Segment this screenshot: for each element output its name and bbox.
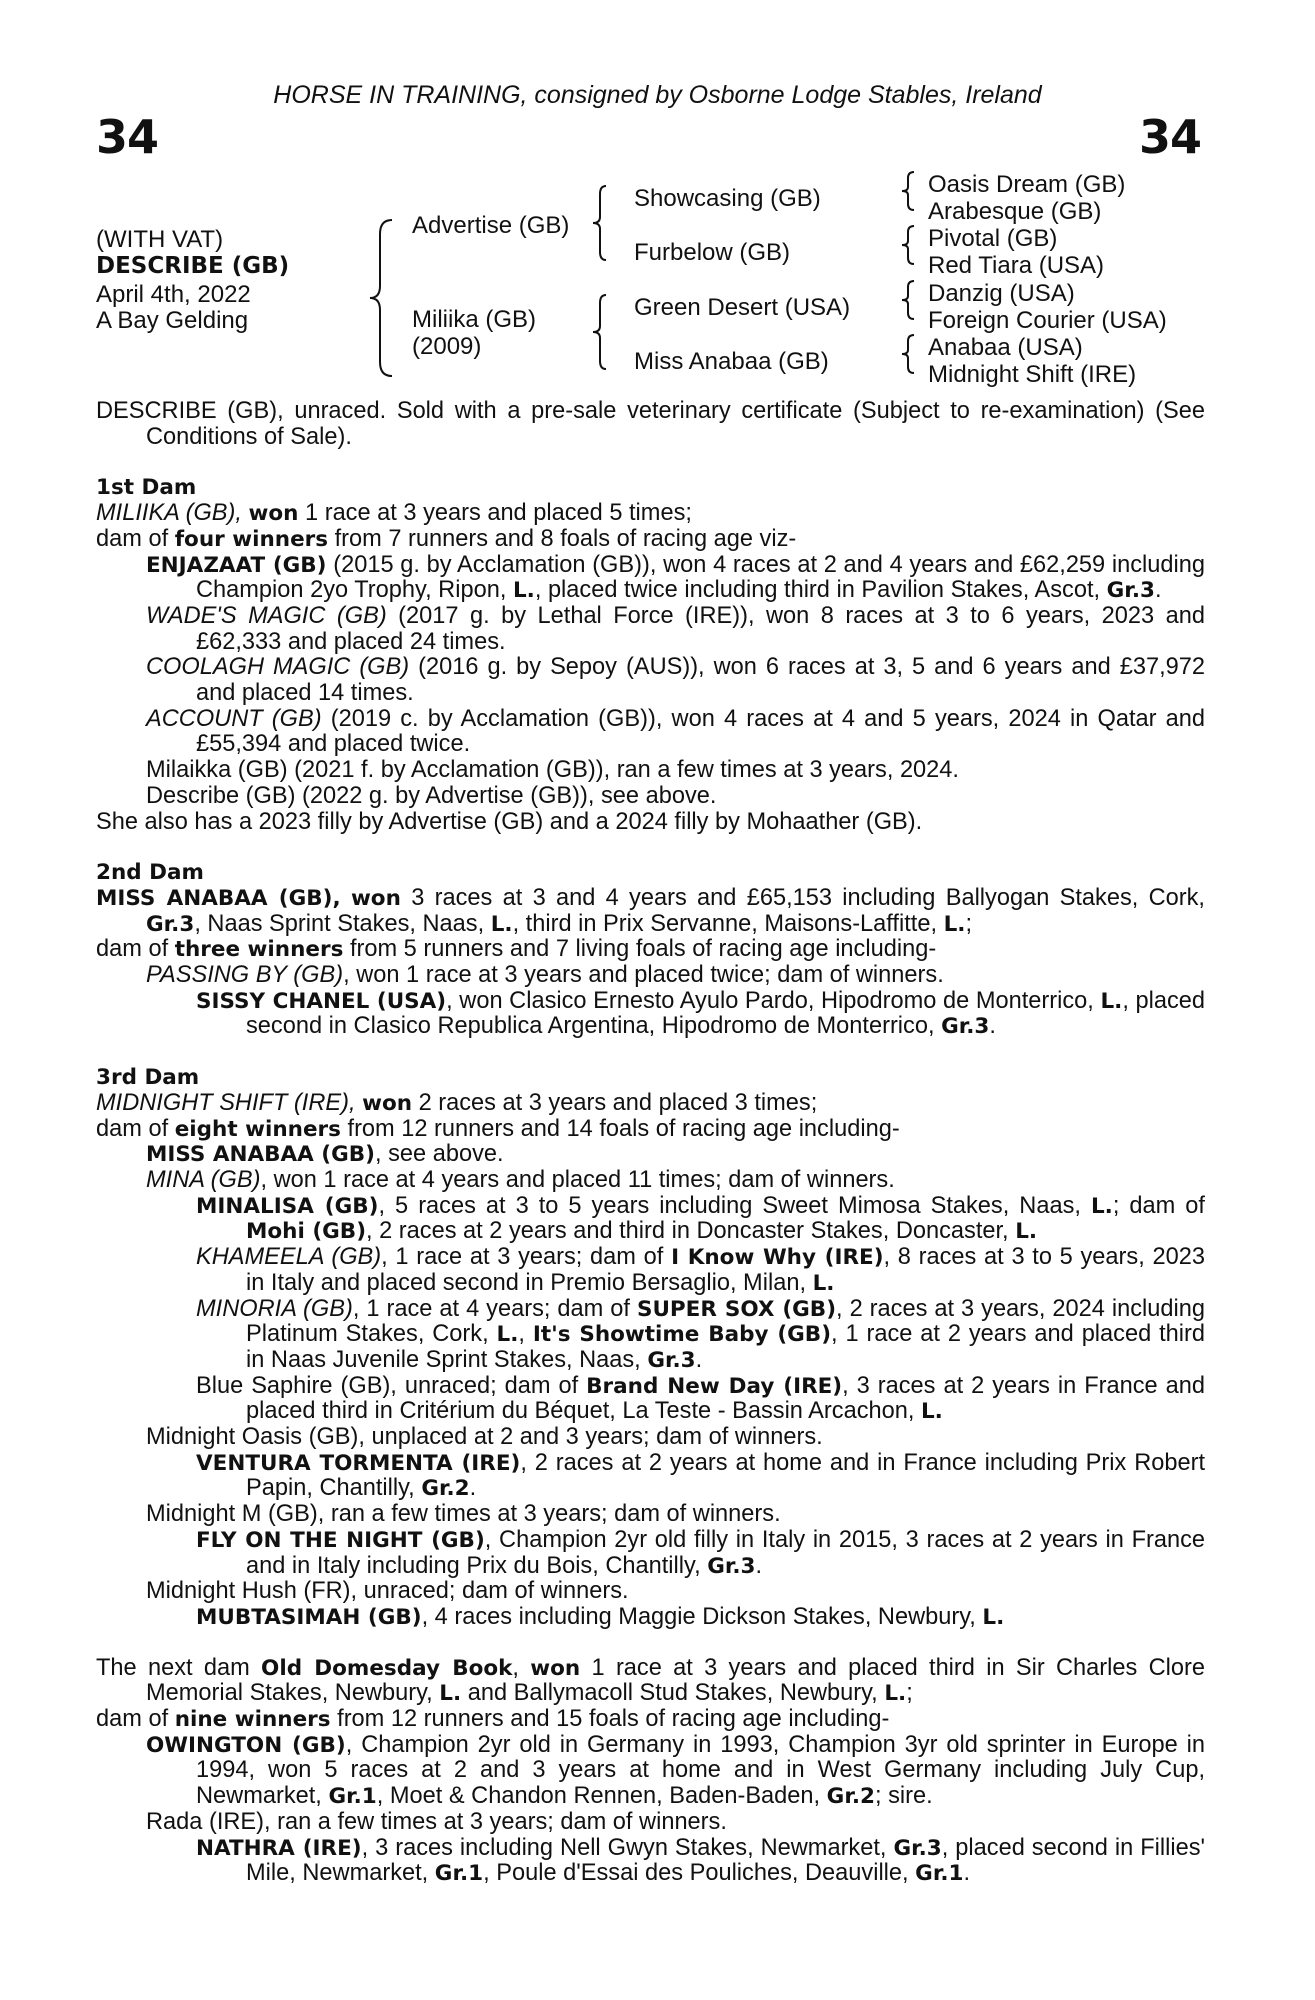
second-dam-heading: 2nd Dam <box>96 860 204 886</box>
ancestor-5: Danzig (USA) <box>928 280 1075 307</box>
lot-number-left: 34 <box>96 110 159 164</box>
intro-text: DESCRIBE (GB), unraced. Sold with a pre-sale veterinary certificate (Subject to re-examination) (See Conditions of Sale). <box>96 398 1205 450</box>
dam-foaled-year: (2009) <box>412 333 482 360</box>
produce-miss-anabaa: MISS ANABAA (GB), see above. <box>146 1141 504 1168</box>
ancestor-3: Pivotal (GB) <box>928 225 1058 252</box>
produce-blue-saphire: Blue Saphire (GB), unraced; dam of Brand New Day (IRE), 3 races at 2 years in France and placed third in Critérium du Béquet, La Teste - Bassin Arcachon, L. <box>196 1372 1205 1425</box>
dam-name: Miliika (GB) <box>412 306 536 333</box>
second-dam-line: MISS ANABAA (GB), won 3 races at 3 and 4 years and £65,153 including Ballyogan Stakes, Cork, Gr.3, Naas Sprint Stakes, Naas, L., third in Prix Servanne, Maisons-Laffitte, L.; <box>96 884 1205 937</box>
fourth-dam-line: The next dam Old Domesday Book, won 1 race at 3 years and placed third in Sir Charles Clore Memorial Stakes, Newbury, L. and Ballymacoll Stud Stakes, Newbury, L.; <box>96 1654 1205 1707</box>
third-dam-heading: 3rd Dam <box>96 1065 200 1091</box>
sire-name: Advertise (GB) <box>412 212 570 239</box>
produce-mina: MINA (GB), won 1 race at 4 years and placed 11 times; dam of winners. <box>146 1166 895 1193</box>
produce-owington: OWINGTON (GB), Champion 2yr old in Germany in 1993, Champion 3yr old sprinter in Europe in 1994, won 5 races at 2 and 3 years at home and in West Germany including July Cup, Newmarket, Gr.1, Moet & Chandon Rennen, Baden-Baden, Gr.2; sire. <box>146 1731 1205 1810</box>
ancestor-1: Oasis Dream (GB) <box>928 171 1126 198</box>
lot-number-right: 34 <box>1138 110 1201 164</box>
produce-describe: Describe (GB) (2022 g. by Advertise (GB)), see above. <box>146 782 717 809</box>
produce-midnight-oasis: Midnight Oasis (GB), unplaced at 2 and 3 years; dam of winners. <box>146 1424 823 1451</box>
third-dam-produce-summary: dam of eight winners from 12 runners and 14 foals of racing age including- <box>96 1115 900 1142</box>
produce-milaikka: Milaikka (GB) (2021 f. by Acclamation (GB)), ran a few times at 3 years, 2024. <box>146 757 959 784</box>
pedigree-brace <box>366 218 396 378</box>
produce-ventura-tormenta: VENTURA TORMENTA (IRE), 2 races at 2 years at home and in France including Prix Robert Papin, Chantilly, Gr.2. <box>196 1449 1206 1502</box>
ancestor-2: Arabesque (GB) <box>928 198 1102 225</box>
ancestor-4: Red Tiara (USA) <box>928 252 1105 279</box>
sire-sire: Showcasing (GB) <box>634 185 821 212</box>
produce-minoria: MINORIA (GB), 1 race at 4 years; dam of SUPER SOX (GB), 2 races at 3 years, 2024 including Platinum Stakes, Cork, L., It's Showtime Baby (GB), 1 race at 2 years and placed third in Naas Juvenile Sprint Stakes, Naas, Gr.3. <box>196 1295 1206 1373</box>
produce-account: ACCOUNT (GB) (2019 c. by Acclamation (GB)), won 4 races at 4 and 5 years, 2024 in Qatar and £55,394 and placed twice. <box>146 705 1205 758</box>
dam-dam: Miss Anabaa (GB) <box>634 348 829 375</box>
sire-dam: Furbelow (GB) <box>634 239 791 266</box>
produce-coolagh-magic: COOLAGH MAGIC (GB) (2016 g. by Sepoy (AUS)), won 6 races at 3, 5 and 6 years and £37,972 and placed 14 times. <box>146 654 1205 707</box>
ancestor-8: Midnight Shift (IRE) <box>928 361 1137 388</box>
produce-wades-magic: WADE'S MAGIC (GB) (2017 g. by Lethal Force (IRE)), won 8 races at 3 to 6 years, 2023 and £62,333 and placed 24 times. <box>146 602 1205 655</box>
catalogue-body <box>96 399 1205 1887</box>
first-dam-line: MILIIKA (GB), won 1 race at 3 years and placed 5 times; <box>96 500 692 527</box>
produce-passing-by: PASSING BY (GB), won 1 race at 3 years and placed twice; dam of winners. <box>146 962 944 989</box>
produce-sissy-chanel: SISSY CHANEL (USA), won Clasico Ernesto Ayulo Pardo, Hipodromo de Monterrico, L., placed second in Clasico Republica Argentina, Hipodromo de Monterrico, Gr.3. <box>196 987 1205 1040</box>
produce-minalisa: MINALISA (GB), 5 races at 3 to 5 years including Sweet Mimosa Stakes, Naas, L.; dam of Mohi (GB), 2 races at 2 years and third in Doncaster Stakes, Doncaster, L. <box>196 1192 1205 1245</box>
brace-g4 <box>898 333 918 375</box>
first-dam-produce-summary: dam of four winners from 7 runners and 8 foals of racing age viz- <box>96 525 797 552</box>
third-dam-line: MIDNIGHT SHIFT (IRE), won 2 races at 3 years and placed 3 times; <box>96 1089 818 1116</box>
produce-fly-on-the-night: FLY ON THE NIGHT (GB), Champion 2yr old filly in Italy in 2015, 3 races at 2 years in France and in Italy including Prix du Bois, Chantilly, Gr.3. <box>196 1526 1206 1579</box>
produce-rada: Rada (IRE), ran a few times at 3 years; dam of winners. <box>146 1808 727 1835</box>
produce-midnight-hush: Midnight Hush (FR), unraced; dam of winners. <box>146 1578 629 1605</box>
catalogue-header: HORSE IN TRAINING, consigned by Osborne Lodge Stables, Ireland <box>273 81 1042 109</box>
produce-midnight-m: Midnight M (GB), ran a few times at 3 years; dam of winners. <box>146 1501 781 1528</box>
brace-g1 <box>898 170 918 212</box>
produce-khameela: KHAMEELA (GB), 1 race at 3 years; dam of I Know Why (IRE), 8 races at 3 to 5 years, 2023 in Italy and placed second in Premio Bersaglio, Milan, L. <box>196 1244 1205 1296</box>
horse-name: DESCRIBE (GB) <box>96 253 290 279</box>
produce-mubtasimah: MUBTASIMAH (GB), 4 races including Maggie Dickson Stakes, Newbury, L. <box>196 1603 1005 1630</box>
brace-g2 <box>898 224 918 266</box>
vat-label: (WITH VAT) <box>96 226 224 253</box>
second-dam-produce-summary: dam of three winners from 5 runners and 7 living foals of racing age including- <box>96 936 937 963</box>
horse-description: A Bay Gelding <box>96 307 249 334</box>
first-dam-foals-note: She also has a 2023 filly by Advertise (GB) and a 2024 filly by Mohaather (GB). <box>96 808 923 835</box>
foaling-date: April 4th, 2022 <box>96 281 251 308</box>
produce-nathra: NATHRA (IRE), 3 races including Nell Gwyn Stakes, Newmarket, Gr.3, placed second in Fillies' Mile, Newmarket, Gr.1, Poule d'Essai des Pouliches, Deauville, Gr.1. <box>196 1834 1205 1887</box>
brace-g3 <box>898 279 918 321</box>
ancestor-7: Anabaa (USA) <box>928 334 1083 361</box>
dam-brace <box>590 293 610 371</box>
dam-sire: Green Desert (USA) <box>634 294 851 321</box>
first-dam-heading: 1st Dam <box>96 475 197 501</box>
fourth-dam-produce-summary: dam of nine winners from 12 runners and 15 foals of racing age including- <box>96 1706 890 1733</box>
produce-enjazaat: ENJAZAAT (GB) (2015 g. by Acclamation (GB)), won 4 races at 2 and 4 years and £62,259 including Champion 2yo Trophy, Ripon, L., placed twice including third in Pavilion Stakes, Ascot, Gr.3. <box>146 551 1206 604</box>
sire-brace <box>590 184 610 262</box>
ancestor-6: Foreign Courier (USA) <box>928 307 1167 334</box>
